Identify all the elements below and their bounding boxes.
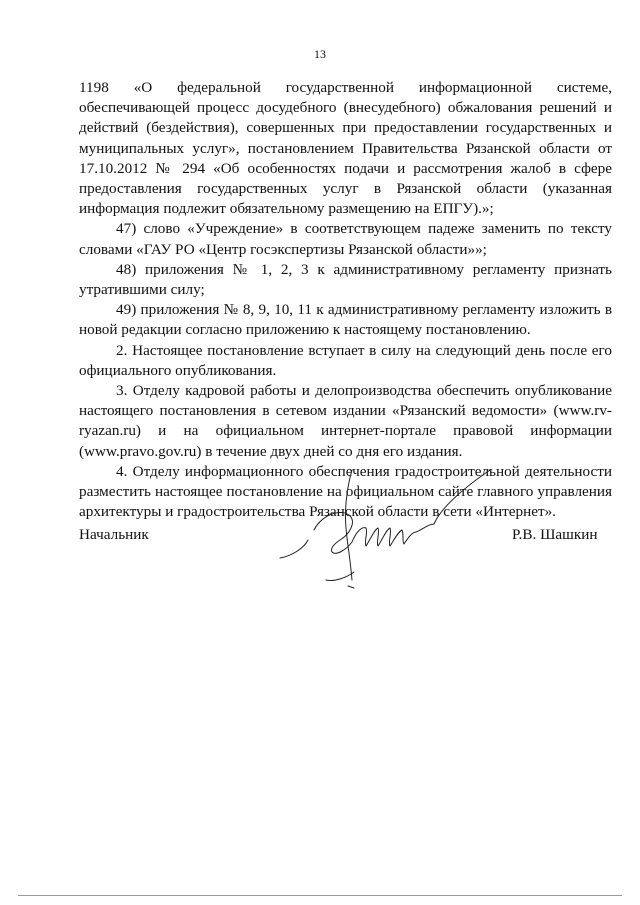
handwritten-signature: [268, 462, 498, 592]
signatory-title: Начальник: [79, 526, 149, 543]
paragraph-clause-2: 2. Настоящее постановление вступает в силу на следующий день после его официального опубликования.: [79, 341, 612, 379]
paragraph-item-48: 48) приложения № 1, 2, 3 к административному регламенту признать утратившими силу;: [79, 260, 612, 299]
page-number: 13: [314, 47, 326, 61]
document-body: [79, 78, 612, 522]
footer-rule: [18, 895, 622, 896]
paragraph-item-47: 47) слово «Учреждение» в соответствующем падеже заменить по тексту словами «ГАУ РО «Центр госэкспертизы Рязанской области»»;: [79, 220, 612, 258]
paragraph-item-49: 49) приложения № 8, 9, 10, 11 к административному регламенту изложить в новой редакции согласно приложению к настоящему постановлению.: [79, 301, 612, 339]
paragraph-continuation: 1198 «О федеральной государственной информационной системе, обеспечивающей процесс досудебного (внесудебного) обжалования решений и действий (бездействия), совершенных при предоставлении государственных и муниципальных услуг», постановлением Правительства Рязанской области от 17.10.2012 № 294 «Об особенностях подачи и рассмотрения жалоб в сфере предоставления государственных услуг в Рязанской области (указанная информация подлежит обязательному размещению на ЕПГУ).»;: [79, 79, 612, 218]
paragraph-clause-3: 3. Отделу кадровой работы и делопроизводства обеспечить опубликование настоящего постановления в сетевом издании «Рязанский ведомости» (www.rv-ryazan.ru) и на официальном интернет-портале правовой информации (www.pravo.gov.ru) в течение двух дней со дня его издания.: [79, 382, 612, 460]
signatory-name: Р.В. Шашкин: [512, 526, 598, 543]
paragraph-clause-4: 4. Отделу информационного обеспечения градостроительной деятельности разместить настоящее постановление на официальном сайте главного управления архитектуры и градостроительства Рязанской области в сети «Интернет».: [79, 462, 612, 521]
